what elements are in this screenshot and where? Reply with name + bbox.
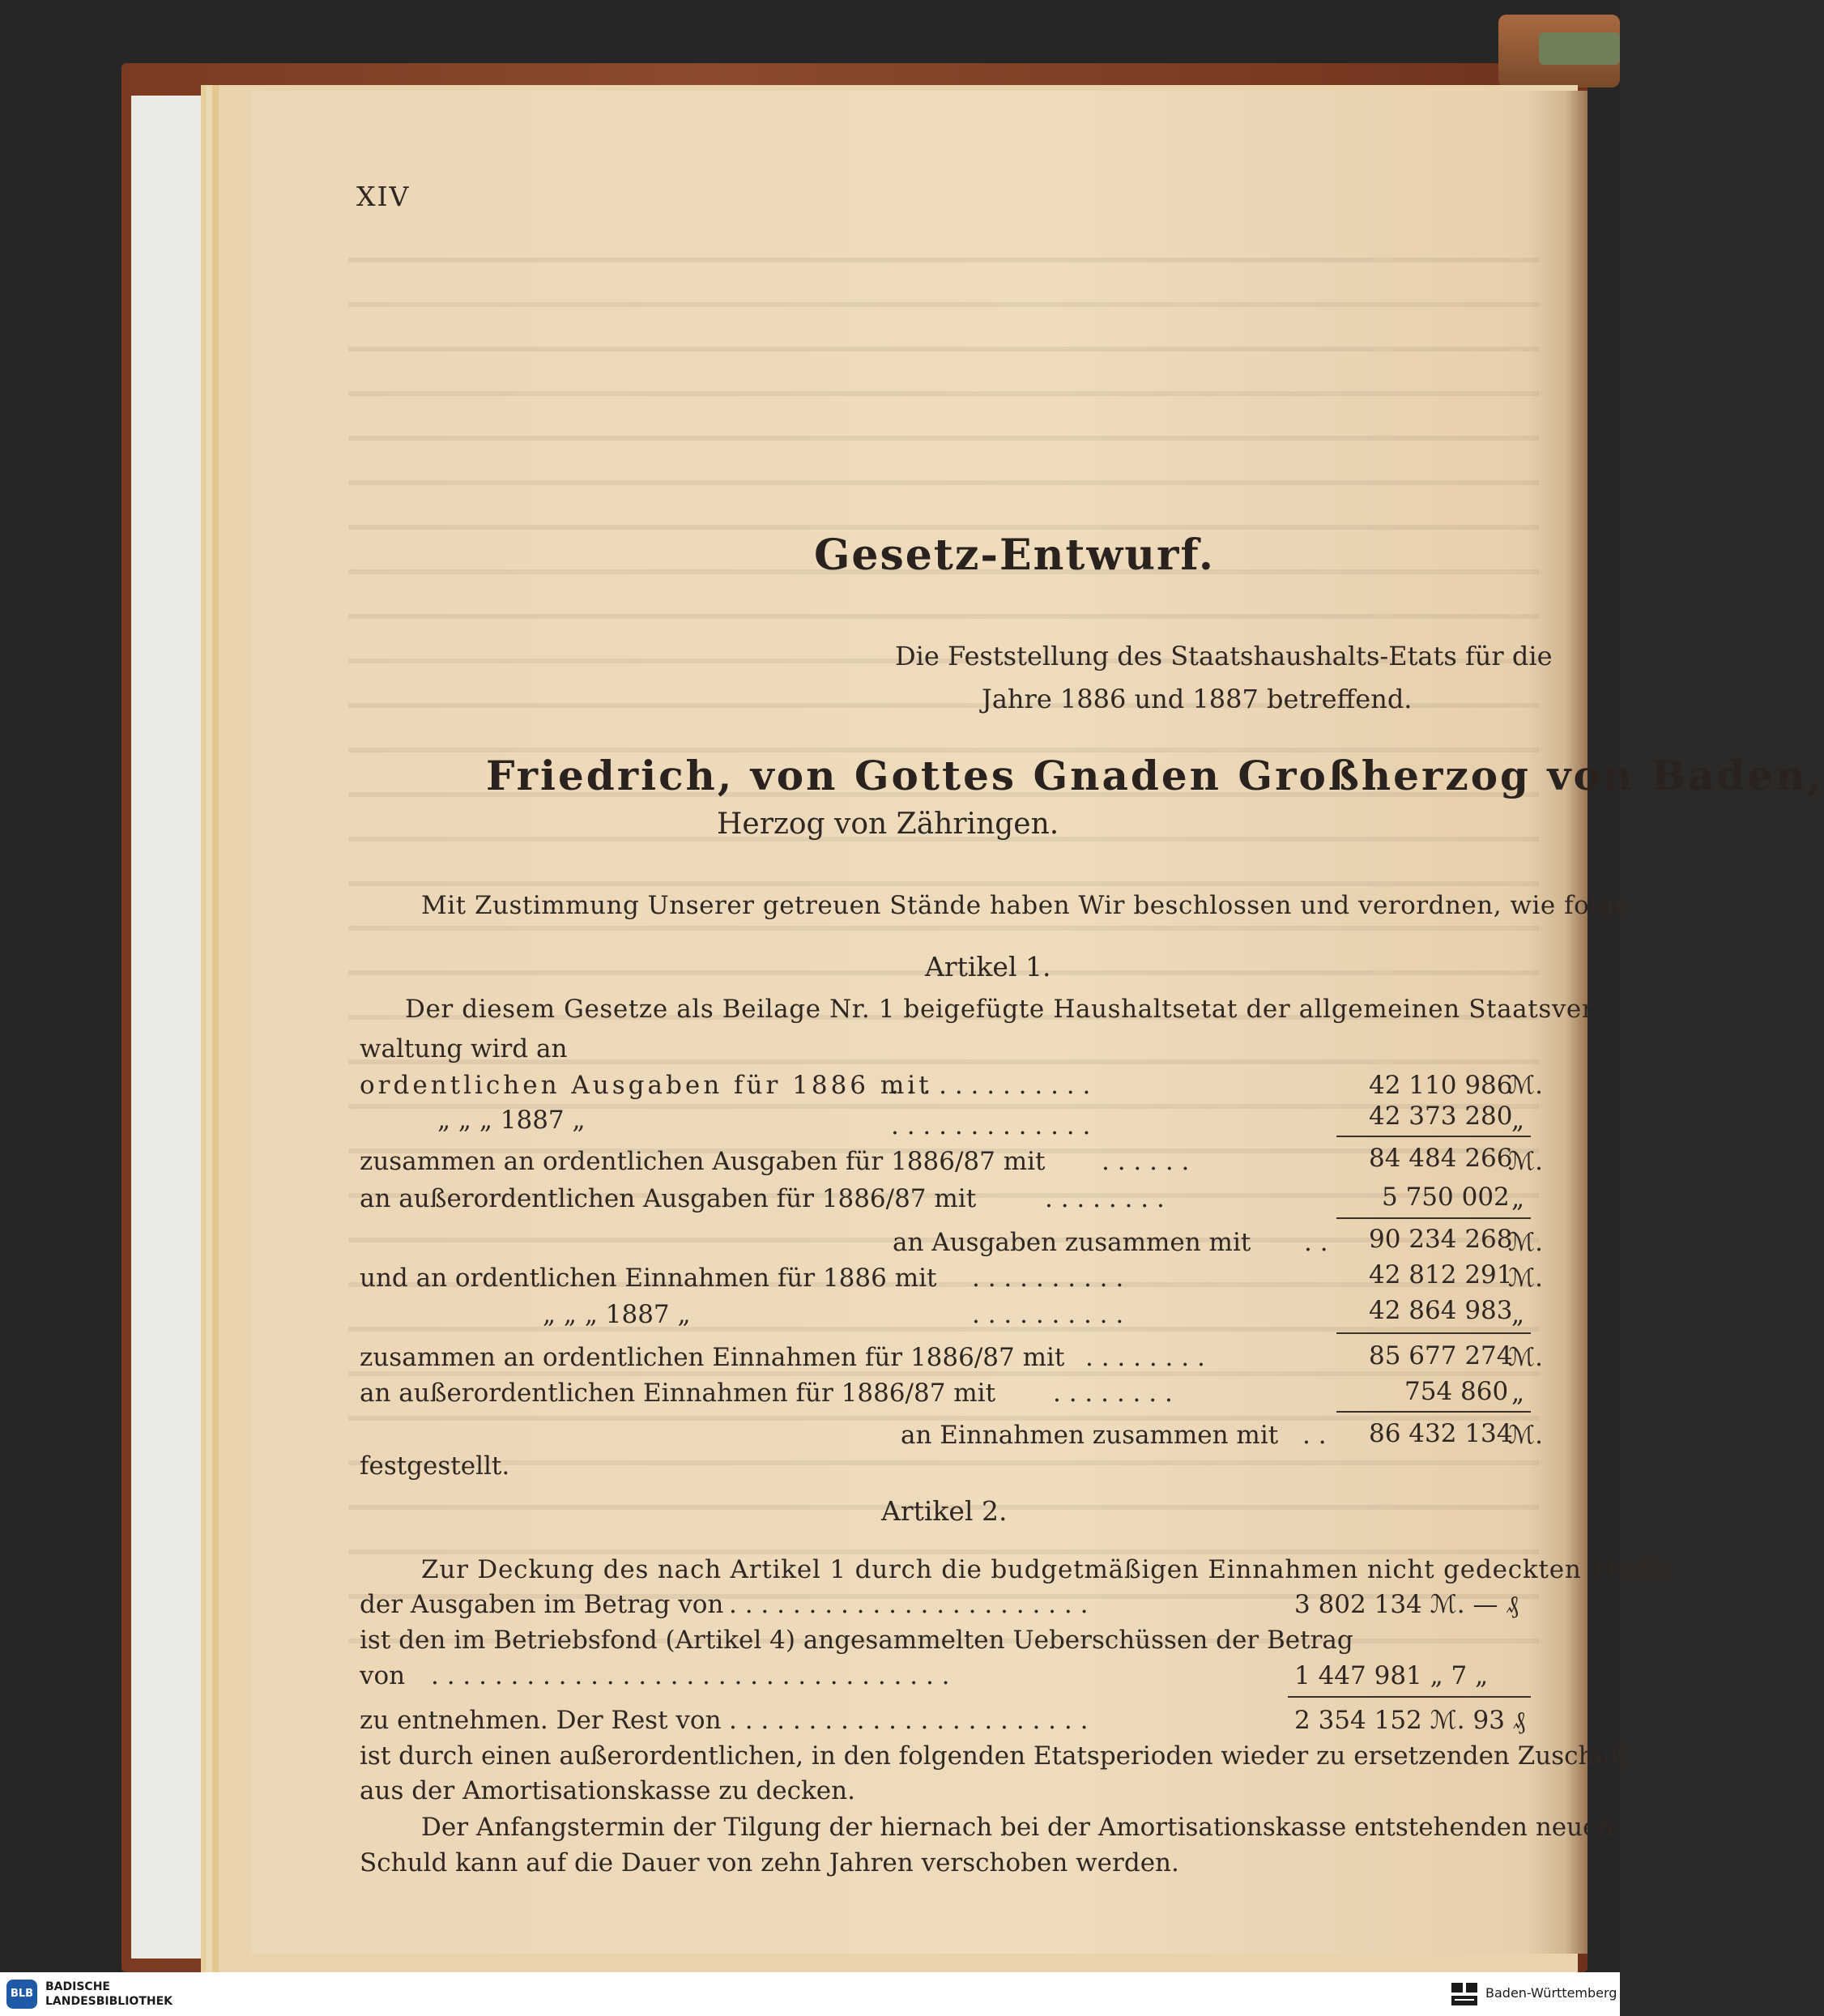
preamble: Mit Zustimmung Unserer getreuen Stände haben Wir beschlossen und verordnen, wie folgt (421, 891, 1625, 920)
table-row-unit: ℳ. (1508, 1147, 1544, 1176)
table-row-amount: 754 860 (1404, 1377, 1509, 1406)
table-row-amount: 86 432 134 (1369, 1419, 1513, 1448)
article-1-heading: Artikel 1. (925, 951, 1051, 982)
sum-rule (1336, 1411, 1531, 1413)
table-row-amount: 90 234 268 (1369, 1225, 1513, 1254)
article-2-line-2-dots: . . . . . . . . . . . . . . . . . . . . . . . (729, 1590, 1089, 1619)
table-row-label: ordentlichen Ausgaben für 1886 mit (360, 1071, 932, 1100)
table-row-label: „ „ „ 1887 „ (437, 1106, 586, 1135)
sum-rule (1336, 1217, 1531, 1219)
table-row-dots: . . (1304, 1228, 1328, 1257)
blb-logo-icon: BLB (6, 1980, 37, 2009)
table-row-unit: „ (1511, 1379, 1525, 1408)
subtitle-line-2: Jahre 1886 und 1887 betreffend. (982, 684, 1413, 714)
article-2-line-4-dots: . . . . . . . . . . . . . . . . . . . . . . . . . . . . . . . . . (431, 1661, 950, 1690)
table-row-unit: ℳ. (1508, 1421, 1544, 1450)
sovereign-title: Herzog von Zähringen. (717, 808, 1059, 841)
table-row-amount: 42 812 291 (1369, 1260, 1513, 1289)
table-row-amount: 84 484 266 (1369, 1144, 1513, 1173)
table-row-dots: . . . . . . . . (1053, 1379, 1173, 1408)
flyleaf (131, 96, 204, 1958)
article-2-line-5: zu entnehmen. Der Rest von (360, 1706, 722, 1735)
table-row-label: an außerordentlichen Einnahmen für 1886/87 mit (360, 1379, 996, 1408)
table-row-amount: 42 110 986 (1369, 1071, 1513, 1100)
footer-bar (0, 1972, 1620, 2016)
table-row-unit: „ (1511, 1106, 1525, 1135)
table-row-dots: . . . . . . . . (1045, 1184, 1165, 1213)
table-row-dots: . . . . . . . . . . (972, 1264, 1124, 1293)
table-row-label: und an ordentlichen Einnahmen für 1886 mit (360, 1264, 937, 1293)
table-row-dots: . . . . . . . . . . . . . (891, 1111, 1091, 1140)
table-row-dots: . . . . . . . . . . . . . (891, 1071, 1091, 1100)
article-2-line-5-dots: . . . . . . . . . . . . . . . . . . . . . . . (729, 1706, 1089, 1735)
table-row-dots: . . . . . . (1102, 1147, 1190, 1176)
article-1-intro-2: waltung wird an (360, 1034, 568, 1063)
article-2-line-3: ist den im Betriebsfond (Artikel 4) angesammelten Ueberschüssen der Betrag (360, 1626, 1353, 1655)
article-2-line-9: Schuld kann auf die Dauer von zehn Jahren verschoben werden. (360, 1848, 1179, 1877)
table-row-dots: . . . . . . . . . . (972, 1300, 1124, 1329)
table-row-label: an außerordentlichen Ausgaben für 1886/87 mit (360, 1184, 977, 1213)
sum-rule (1336, 1332, 1531, 1334)
table-row-amount: 42 864 983 (1369, 1296, 1513, 1325)
page-number: XIV (356, 181, 411, 212)
article-2-line-8: Der Anfangstermin der Tilgung der hiernach bei der Amortisationskasse entstehenden neuen (421, 1813, 1614, 1842)
page-title: Gesetz-Entwurf. (814, 531, 1216, 580)
table-row-unit: „ (1511, 1184, 1525, 1213)
table-row-unit: ℳ. (1508, 1071, 1544, 1100)
table-row-unit: ℳ. (1508, 1228, 1544, 1257)
article-1-closing: festgestellt. (360, 1451, 510, 1481)
table-row-label: an Ausgaben zusammen mit (893, 1228, 1251, 1257)
table-row-label: an Einnahmen zusammen mit (901, 1421, 1279, 1450)
table-row-label: zusammen an ordentlichen Ausgaben für 1886/87 mit (360, 1147, 1046, 1176)
article-2-line-5-amount: 2 354 152 ℳ. 93 ₰ (1294, 1706, 1526, 1735)
ribbon-marker (1539, 32, 1620, 65)
table-row-amount: 42 373 280 (1369, 1102, 1513, 1131)
article-2-line-2-amount: 3 802 134 ℳ. — ₰ (1294, 1590, 1519, 1619)
table-row-label: zusammen an ordentlichen Einnahmen für 1886/87 mit (360, 1343, 1065, 1372)
table-row-unit: „ (1511, 1300, 1525, 1329)
sum-rule (1336, 1136, 1531, 1137)
article-2-line-4: von (360, 1661, 406, 1690)
article-2-line-1: Zur Deckung des nach Artikel 1 durch die budgetmäßigen Einnahmen nicht gedeckten Theils (421, 1555, 1671, 1584)
article-2-line-4-amount: 1 447 981 „ 7 „ (1294, 1661, 1489, 1690)
sum-rule (1288, 1696, 1531, 1698)
article-1-intro-1: Der diesem Gesetze als Beilage Nr. 1 beigefügte Haushaltsetat der allgemeinen Staatsver- (405, 995, 1604, 1024)
table-row-dots: . . (1302, 1421, 1327, 1450)
subtitle-line-1: Die Feststellung des Staatshaushalts-Etats für die (895, 641, 1553, 671)
table-row-amount: 85 677 274 (1369, 1341, 1513, 1370)
sovereign-line: Friedrich, von Gottes Gnaden Großherzog von Baden, (486, 752, 1824, 799)
table-row-label: „ „ „ 1887 „ (543, 1300, 691, 1329)
table-row-dots: . . . . . . . . (1085, 1343, 1205, 1372)
article-2-line-2: der Ausgaben im Betrag von (360, 1590, 724, 1619)
article-2-line-6: ist durch einen außerordentlichen, in den folgenden Etatsperioden wieder zu ersetzenden Zuschuß (360, 1741, 1628, 1771)
table-row-unit: ℳ. (1508, 1264, 1544, 1293)
table-row-unit: ℳ. (1508, 1343, 1544, 1372)
article-2-heading: Artikel 2. (881, 1495, 1008, 1527)
table-row-amount: 5 750 002 (1382, 1183, 1510, 1212)
blb-library-name: BADISCHE LANDESBIBLIOTHEK (45, 1980, 173, 2008)
article-2-line-7: aus der Amortisationskasse zu decken. (360, 1776, 855, 1805)
baden-wuerttemberg-crest-icon (1450, 1981, 1479, 2007)
state-name: Baden-Württemberg (1485, 1985, 1617, 2001)
